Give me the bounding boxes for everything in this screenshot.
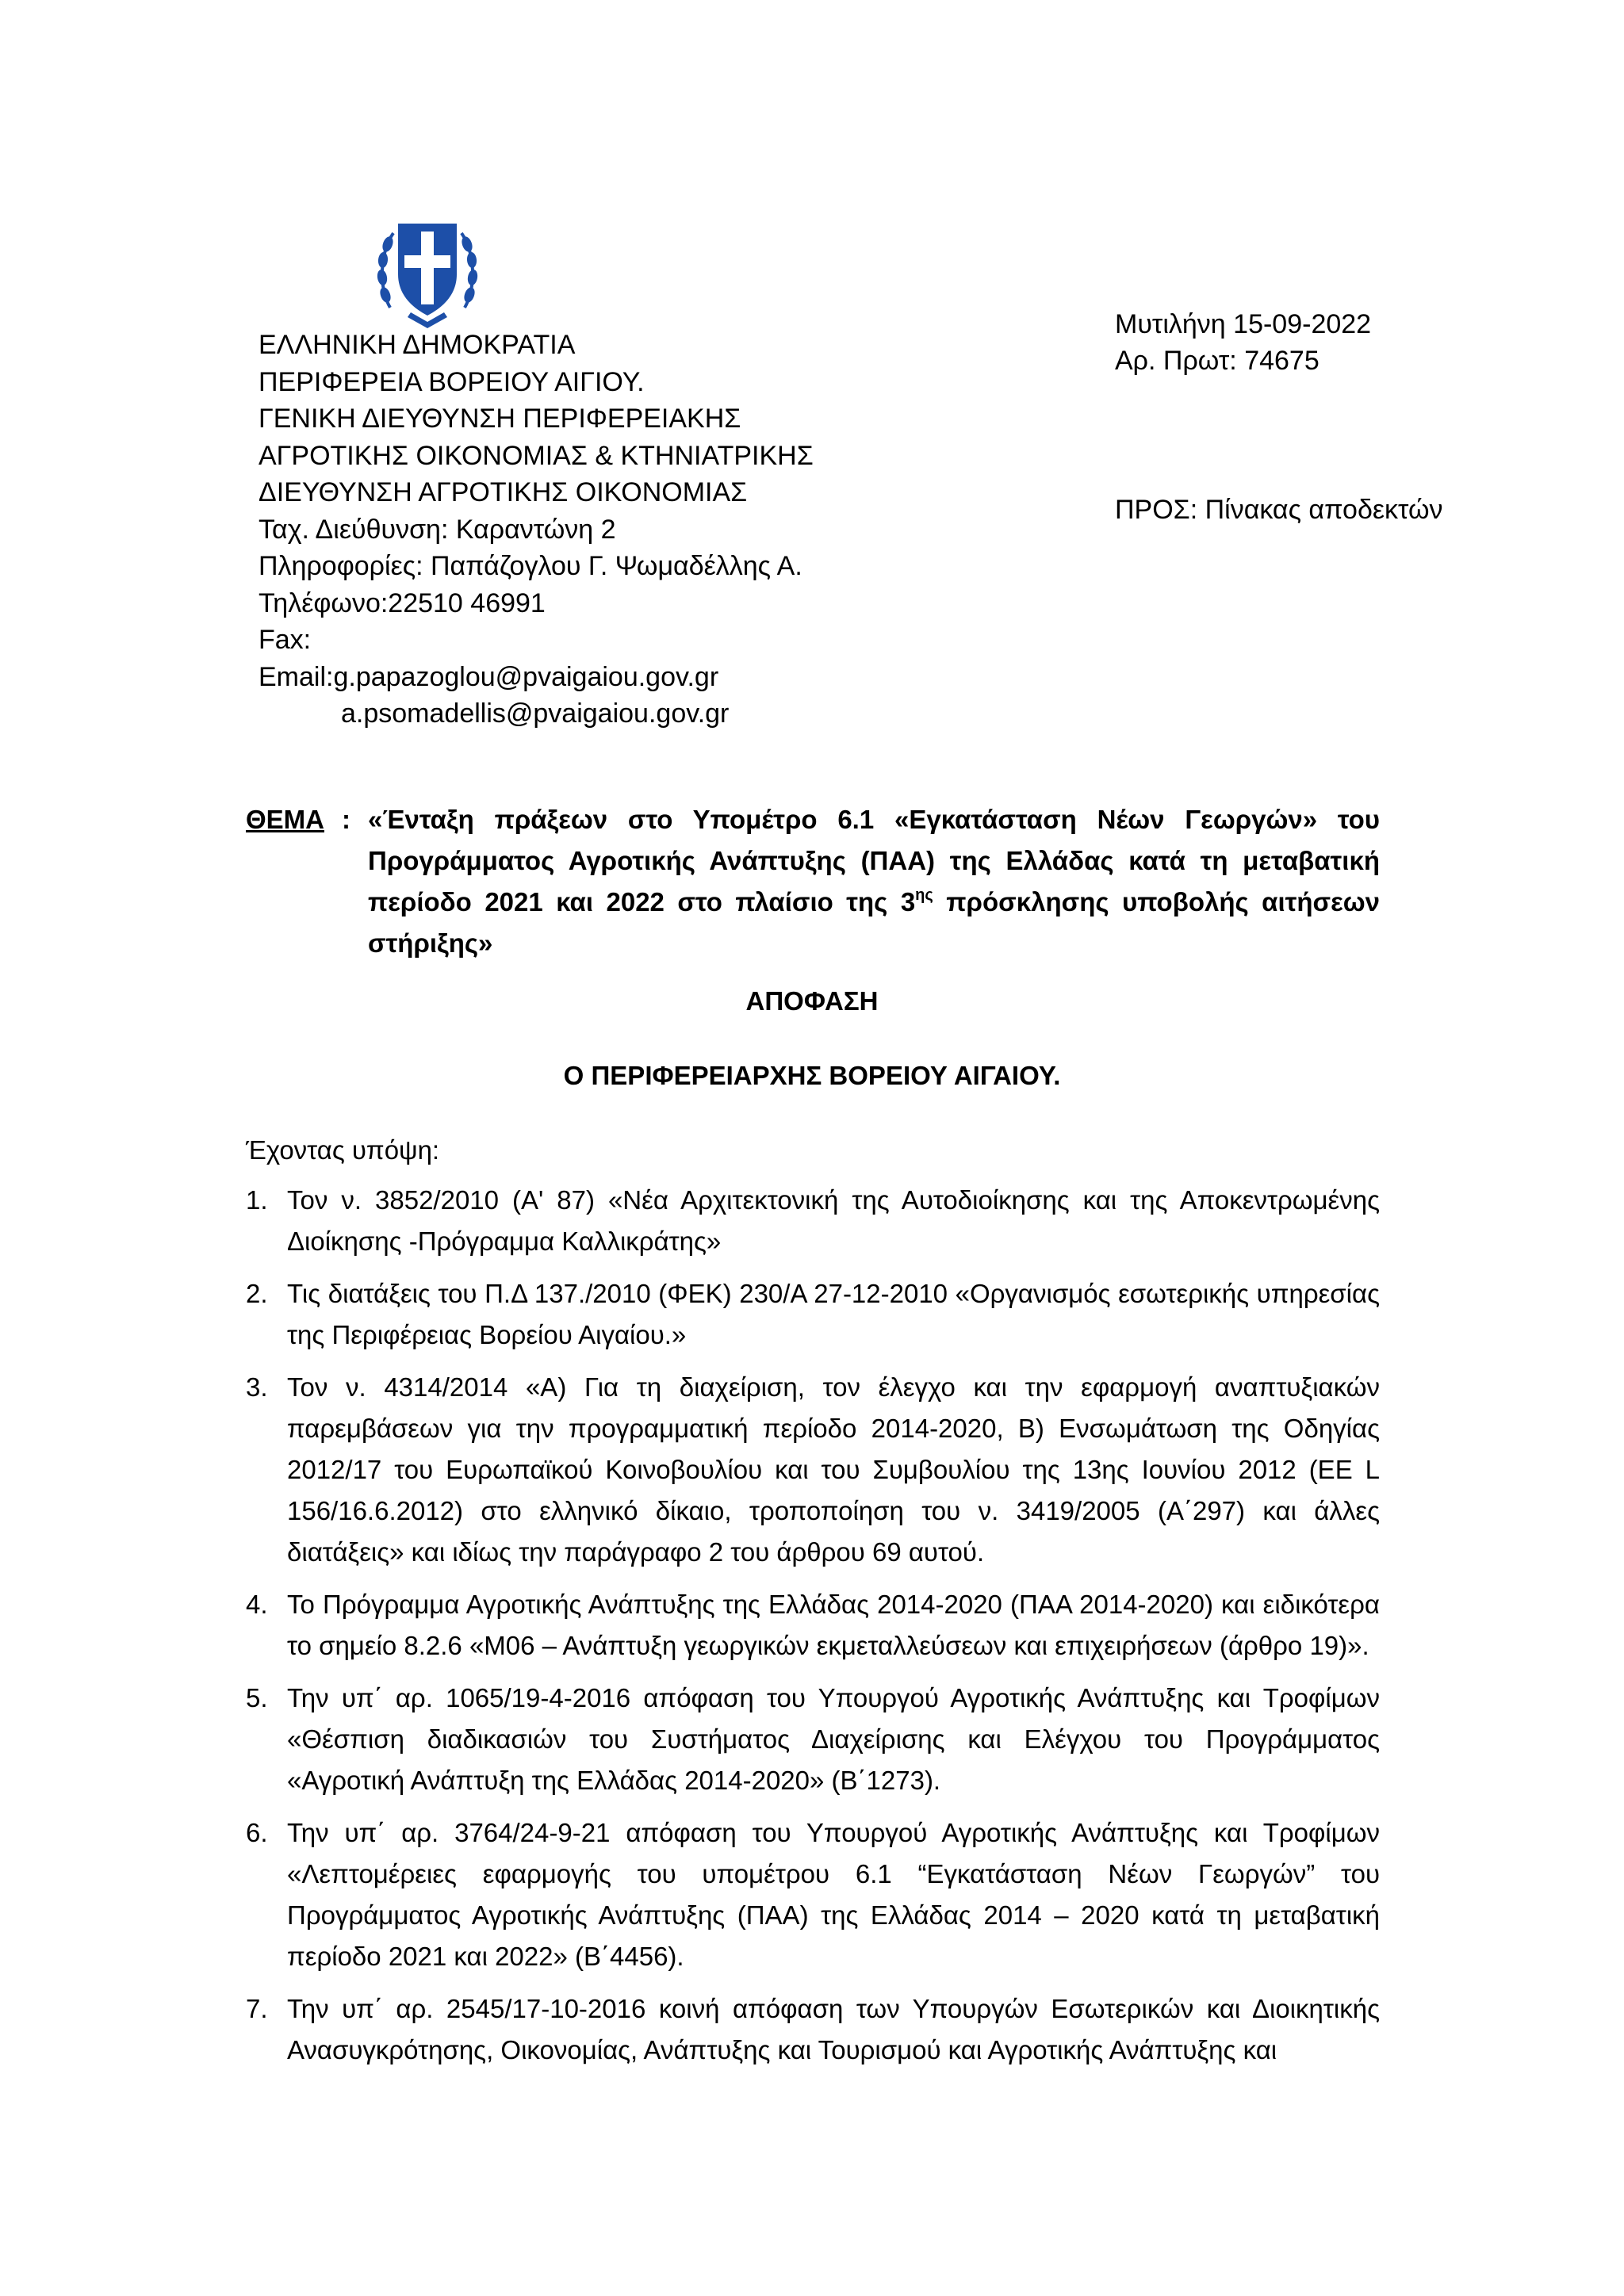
list-item-text: Τον ν. 3852/2010 (Α' 87) «Νέα Αρχιτεκτονική της Αυτοδιοίκησης και της Αποκεντρωμένης Διοίκησης -Πρόγραμμα Καλλικράτης» — [287, 1185, 1380, 1256]
list-item-number: 4. — [246, 1590, 268, 1619]
considerations-list — [246, 1180, 1380, 2082]
subject-block — [246, 799, 1380, 964]
document-meta — [1115, 306, 1371, 379]
list-item — [246, 1367, 1380, 1573]
list-item — [246, 1812, 1380, 1977]
list-item — [246, 1988, 1380, 2071]
list-item-number: 2. — [246, 1279, 268, 1308]
sender-general-directorate-cont: ΑΓΡΟΤΙΚΗΣ ΟΙΚΟΝΟΜΙΑΣ & ΚΤΗΝΙΑΤΡΙΚΗΣ — [259, 440, 814, 471]
list-item-text: Την υπ΄ αρ. 1065/19-4-2016 απόφαση του Υπουργού Αγροτικής Ανάπτυξης και Τροφίμων «Θέσπιση διαδικασιών του Συστήματος Διαχείρισης και Ελέγχου του Προγράμματος «Αγροτική Ανάπτυξη της Ελλάδας 2014-2020» (Β΄1273). — [287, 1683, 1380, 1795]
subject-text-main: «Ένταξη πράξεων στο Υπομέτρο 6.1 «Εγκατάσταση Νέων Γεωργών» του Προγράμματος Αγροτικής Ανάπτυξης (ΠΑΑ) της Ελλάδας κατά τη μεταβατική περίοδο 2021 και 2022 στο πλαίσιο της 3 — [368, 805, 1380, 916]
list-item-text: Τον ν. 4314/2014 «Α) Για τη διαχείριση, τον έλεγχο και την εφαρμογή αναπτυξιακών παρεμβάσεων για την προγραμματική περίοδο 2014-2020, Β) Ενσωμάτωση της Οδηγίας 2012/17 του Ευρωπαϊκού Κοινοβουλίου και του Συμβουλίου της 13ης Ιουνίου 2012 (ΕΕ L 156/16.6.2012) στο ελληνικό δίκαιο, τροποποίηση του ν. 3419/2005 (Α΄297) και άλλες διατάξεις» και ιδίως την παράγραφο 2 του άρθρου 69 αυτού. — [287, 1372, 1380, 1567]
sender-contacts: Πληροφορίες: Παπάζογλου Γ. Ψωμαδέλλης Α. — [259, 551, 802, 581]
place-date: Μυτιλήνη 15-09-2022 — [1115, 309, 1372, 339]
list-item-number: 5. — [246, 1683, 268, 1712]
list-item-number: 1. — [246, 1185, 268, 1215]
list-item-text: Τις διατάξεις του Π.Δ 137./2010 (ΦΕΚ) 230/Α 27-12-2010 «Οργανισμός εσωτερικής υπηρεσίας της Περιφέρειας Βορείου Αιγαίου.» — [287, 1279, 1380, 1349]
protocol-number: Αρ. Πρωτ: 74675 — [1115, 346, 1320, 376]
list-item — [246, 1584, 1380, 1667]
subject-label-colon: : — [342, 805, 350, 834]
sender-email-secondary[interactable]: a.psomadellis@pvaigaiou.gov.gr — [341, 698, 730, 729]
list-item — [246, 1678, 1380, 1801]
list-item-number: 7. — [246, 1994, 268, 2023]
list-item — [246, 1180, 1380, 1262]
list-item-text: Την υπ΄ αρ. 3764/24-9-21 απόφαση του Υπουργού Αγροτικής Ανάπτυξης και Τροφίμων «Λεπτομέρειες εφαρμογής του υπομέτρου 6.1 “Εγκατάσταση Νέων Γεωργών” του Προγράμματος Αγροτικής Ανάπτυξης (ΠΑΑ) της Ελλάδας 2014 – 2020 κατά τη μεταβατική περίοδο 2021 και 2022» (Β΄4456). — [287, 1818, 1380, 1971]
sender-region: ΠΕΡΙΦΕΡΕΙΑ ΒΟΡΕΙΟΥ ΑΙΓΙΟΥ. — [259, 366, 645, 397]
list-item — [246, 1273, 1380, 1356]
sender-block — [259, 327, 909, 733]
sender-address: Ταχ. Διεύθυνση: Καραντώνη 2 — [259, 514, 616, 545]
recipient: ΠΡΟΣ: Πίνακας αποδεκτών — [1115, 495, 1443, 525]
decision-title: ΑΠΟΦΑΣΗ — [745, 986, 879, 1016]
list-item-text: Την υπ΄ αρ. 2545/17-10-2016 κοινή απόφαση των Υπουργών Εσωτερικών και Διοικητικής Ανασυγκρότησης, Οικονομίας, Ανάπτυξης και Τουρισμού και Αγροτικής Ανάπτυξης και — [287, 1994, 1380, 2064]
subject-superscript: ης — [915, 886, 933, 904]
considerations-intro: Έχοντας υπόψη: — [246, 1135, 440, 1165]
sender-email[interactable]: Email:g.papazoglou@pvaigaiou.gov.gr — [259, 661, 719, 692]
subject-text — [368, 799, 1380, 964]
sender-phone: Τηλέφωνο:22510 46991 — [259, 587, 546, 618]
sender-directorate: ΔΙΕΥΘΥΝΣΗ ΑΓΡΟΤΙΚΗΣ ΟΙΚΟΝΟΜΙΑΣ — [259, 477, 748, 507]
list-item-number: 3. — [246, 1372, 268, 1402]
sender-general-directorate: ΓΕΝΙΚΗ ΔΙΕΥΘΥΝΣΗ ΠΕΡΙΦΕΡΕΙΑΚΗΣ — [259, 404, 741, 434]
subject-label: ΘΕΜΑ — [246, 805, 324, 834]
subject-text-end: πρόσκλησης υποβολής αιτήσεων στήριξης» — [368, 887, 1380, 958]
list-item-text: Το Πρόγραμμα Αγροτικής Ανάπτυξης της Ελλάδας 2014-2020 (ΠΑΑ 2014-2020) και ειδικότερα το σημείο 8.2.6 «Μ06 – Ανάπτυξη γεωργικών εκμεταλλεύσεων και επιχειρήσεων (άρθρο 19)». — [287, 1590, 1380, 1660]
decision-authority: Ο ΠΕΡΙΦΕΡΕΙΑΡΧΗΣ ΒΟΡΕΙΟΥ ΑΙΓΑΙΟΥ. — [563, 1061, 1061, 1090]
list-item-number: 6. — [246, 1818, 268, 1847]
sender-fax: Fax: — [259, 625, 312, 655]
greek-coat-of-arms-emblem — [376, 212, 479, 333]
sender-country: ΕΛΛΗΝΙΚΗ ΔΗΜΟΚΡΑΤΙΑ — [259, 330, 576, 360]
